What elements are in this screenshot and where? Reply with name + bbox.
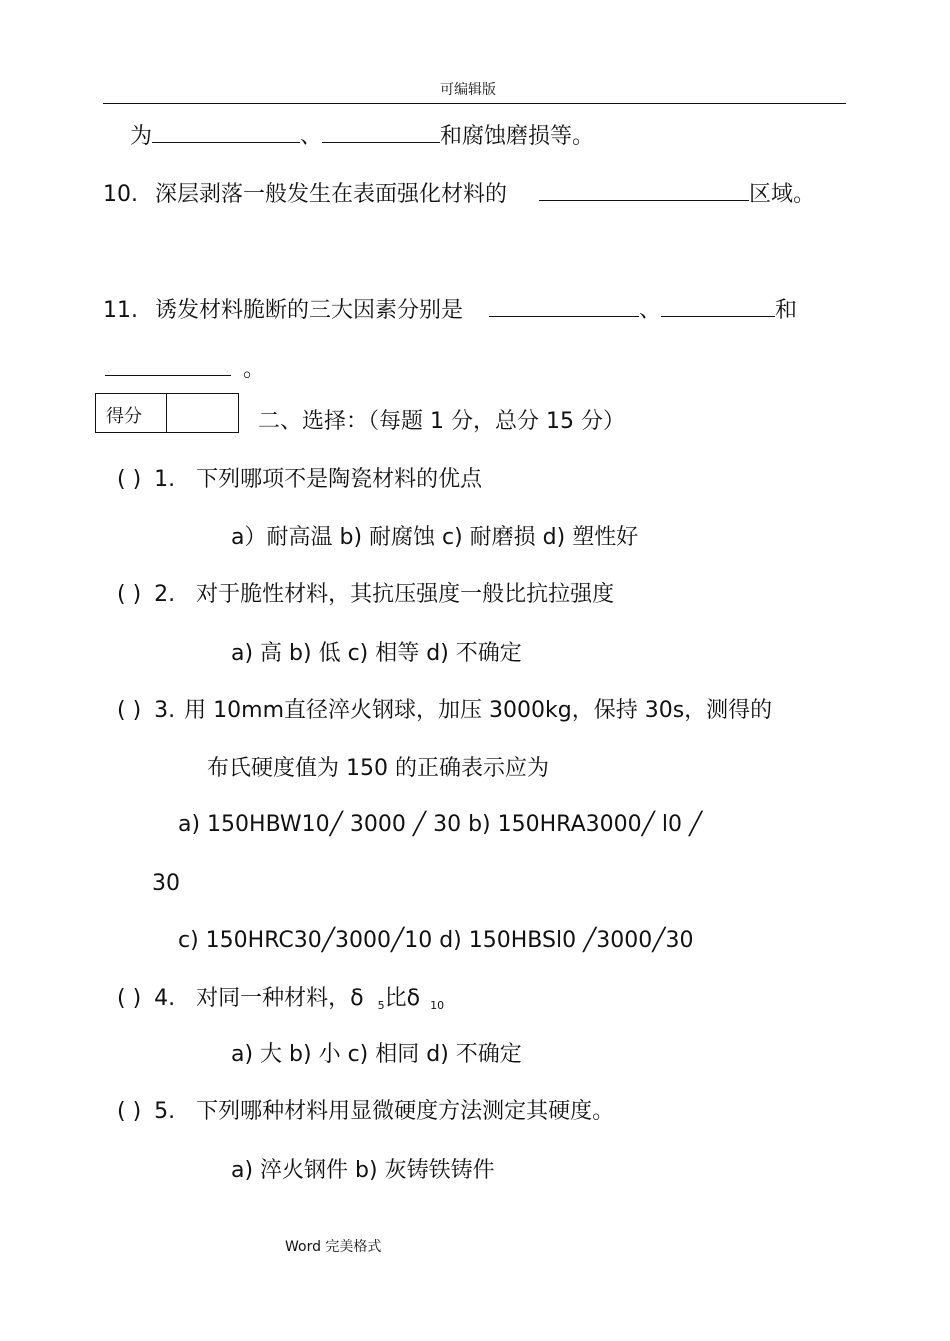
- q3-text-cont: 布氏硬度值为 150 的正确表示应为: [207, 756, 549, 781]
- q11-number: 11.: [103, 298, 138, 323]
- q9-sep: 、: [300, 124, 323, 149]
- q4-sub-a: 5: [377, 999, 385, 1012]
- q3-number: 3.: [154, 698, 176, 723]
- q3-text: 用 10mm直径淬火钢球，加压 3000kg，保持 30s，测得的: [184, 698, 773, 723]
- q11-blank-3[interactable]: [105, 353, 231, 376]
- q10-line: [103, 178, 815, 209]
- q10-suffix: 区域。: [749, 182, 816, 207]
- q9-blank-2[interactable]: [322, 120, 440, 143]
- q2-number: 2.: [154, 582, 176, 607]
- q1-options: a）耐高温 b) 耐腐蚀 c) 耐磨损 d) 塑性好: [231, 525, 639, 550]
- q3-line: [117, 697, 772, 725]
- q11-sep1: 、: [639, 298, 662, 323]
- q3-options-1-cont: 30: [152, 871, 180, 896]
- q10-number: 10.: [103, 182, 138, 207]
- q3-answer-paren[interactable]: ( ): [117, 698, 142, 723]
- q2-options: a) 高 b) 低 c) 相等 d) 不确定: [231, 641, 522, 666]
- q4-text-b: 比δ: [384, 986, 421, 1011]
- q4-number: 4.: [154, 986, 176, 1011]
- q10-text: 深层剥落一般发生在表面强化材料的: [155, 182, 508, 207]
- q5-number: 5.: [154, 1099, 176, 1124]
- q9-prefix: 为: [130, 124, 153, 149]
- q5-text: 下列哪种材料用显微硬度方法测定其硬度。: [196, 1099, 615, 1124]
- q4-options: a) 大 b) 小 c) 相同 d) 不确定: [231, 1042, 522, 1067]
- q2-line: [117, 581, 614, 609]
- q2-text: 对于脆性材料，其抗压强度一般比抗拉强度: [196, 582, 615, 607]
- page-footer: Word 完美格式: [285, 1239, 382, 1255]
- q1-answer-paren[interactable]: ( ): [117, 467, 142, 492]
- q9-suffix: 和腐蚀磨损等。: [440, 124, 595, 149]
- header-rule: [103, 103, 846, 104]
- q1-line: [117, 466, 482, 494]
- q9-blank-1[interactable]: [152, 120, 300, 143]
- q4-answer-paren[interactable]: ( ): [117, 986, 142, 1011]
- q5-options: a) 淬火钢件 b) 灰铸铁铸件: [231, 1158, 495, 1183]
- page-header-title: 可编辑版: [440, 82, 496, 98]
- score-box: [95, 393, 239, 433]
- q4-text-a: 对同一种材料，δ: [196, 986, 364, 1011]
- q2-answer-paren[interactable]: ( ): [117, 582, 142, 607]
- q11-blank-1[interactable]: [489, 294, 639, 317]
- q11-line: [103, 294, 797, 325]
- q11-blank-2[interactable]: [661, 294, 775, 317]
- q4-line: [117, 985, 444, 1020]
- q11-suffix: 。: [243, 357, 266, 382]
- q10-blank[interactable]: [539, 178, 749, 201]
- q9-continuation: [130, 120, 594, 151]
- q11-sep2: 和: [775, 298, 798, 323]
- q4-sub-b: 10: [430, 999, 445, 1012]
- q3-options-1: a) 150HBW10╱ 3000 ╱ 30 b) 150HRA3000╱ l0 ╱: [178, 812, 703, 837]
- q5-answer-paren[interactable]: ( ): [117, 1099, 142, 1124]
- q5-line: [117, 1098, 614, 1126]
- score-label: 得分: [106, 406, 142, 427]
- q3-options-2: c) 150HRC30╱3000╱10 d) 150HBSl0 ╱3000╱30: [178, 928, 694, 953]
- q11-text: 诱发材料脆断的三大因素分别是: [155, 298, 464, 323]
- section-2-title: 二、选择：（每题 1 分，总分 15 分）: [258, 409, 625, 434]
- q1-text: 下列哪项不是陶瓷材料的优点: [196, 467, 483, 492]
- score-box-divider: [166, 394, 167, 432]
- q1-number: 1.: [154, 467, 176, 492]
- q11-line-2: [105, 353, 265, 384]
